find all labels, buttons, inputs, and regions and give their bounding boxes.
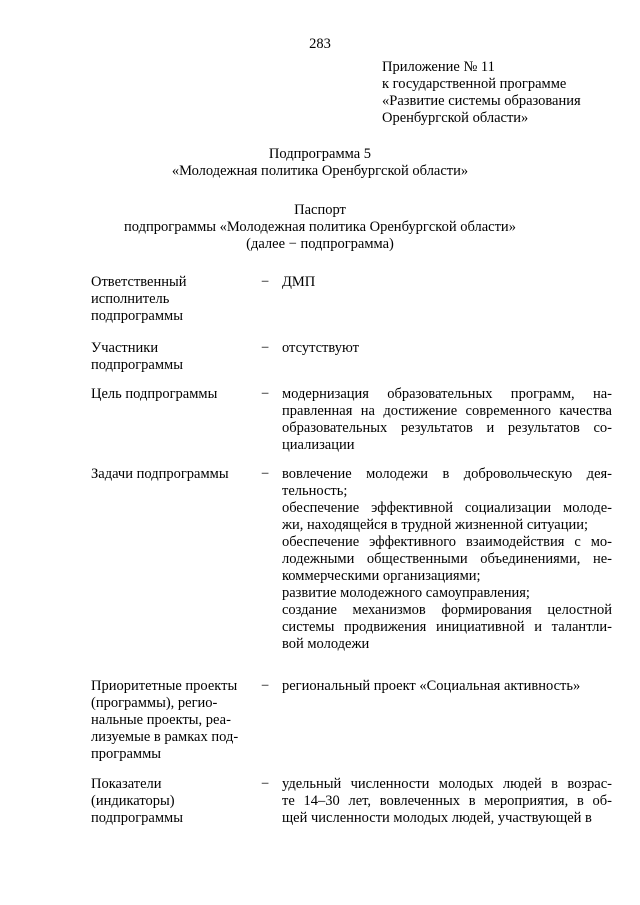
appendix-line: Оренбургской области» bbox=[382, 110, 529, 126]
label-line: подпрограммы bbox=[91, 308, 183, 324]
label-line: исполнитель bbox=[91, 291, 170, 307]
label-line: Участники bbox=[91, 340, 159, 356]
row-label bbox=[91, 466, 256, 483]
label-line: Цель подпрограммы bbox=[91, 386, 218, 402]
row-content bbox=[282, 776, 612, 827]
row-dash: − bbox=[261, 340, 270, 356]
row-dash: − bbox=[261, 776, 270, 792]
label-line: Показатели bbox=[91, 776, 162, 792]
content-line: развитие молодежного самоуправления; bbox=[282, 585, 530, 601]
row-content bbox=[282, 340, 612, 357]
content-line: модернизация образовательных программ, на- bbox=[282, 386, 612, 402]
label-line: (индикаторы) bbox=[91, 793, 175, 809]
content-line: системы продвижения инициативной и талантли- bbox=[282, 619, 612, 635]
content-line: обеспечение эффективного взаимодействия с мо- bbox=[282, 534, 612, 550]
passport-subtitle: подпрограммы «Молодежная политика Оренбургской области» bbox=[124, 219, 516, 235]
row-label bbox=[91, 678, 256, 763]
label-line: подпрограммы bbox=[91, 357, 183, 373]
label-line: подпрограммы bbox=[91, 810, 183, 826]
row-dash: − bbox=[261, 678, 270, 694]
content-line: коммерческими организациями; bbox=[282, 568, 481, 584]
content-line: лодежными общественными объединениями, не- bbox=[282, 551, 612, 567]
content-line: региональный проект «Социальная активность» bbox=[282, 678, 581, 694]
content-line: обеспечение эффективной социализации молоде- bbox=[282, 500, 612, 516]
label-line: (программы), регио- bbox=[91, 695, 218, 711]
passport-heading bbox=[0, 202, 640, 253]
row-content bbox=[282, 466, 612, 653]
page-number: 283 bbox=[309, 36, 331, 52]
row-dash: − bbox=[261, 274, 270, 290]
label-line: Ответственный bbox=[91, 274, 187, 290]
passport-title: Паспорт bbox=[294, 202, 346, 218]
row-label bbox=[91, 274, 256, 325]
subprogram-title: Подпрограмма 5 bbox=[268, 146, 372, 162]
row-label bbox=[91, 340, 256, 374]
label-line: программы bbox=[91, 746, 161, 762]
label-line: Задачи подпрограммы bbox=[91, 466, 229, 482]
row-content bbox=[282, 274, 612, 291]
content-line: тельность; bbox=[282, 483, 348, 499]
appendix-line: «Развитие системы образования bbox=[382, 93, 581, 109]
content-line: ДМП bbox=[282, 274, 316, 290]
appendix-block bbox=[382, 59, 581, 127]
content-line: те 14–30 лет, вовлеченных в мероприятия, в об- bbox=[282, 793, 612, 809]
content-line: циализации bbox=[282, 437, 355, 453]
content-line: вовлечение молодежи в добровольческую дея- bbox=[282, 466, 612, 482]
row-content bbox=[282, 678, 612, 695]
appendix-line: Приложение № 11 bbox=[382, 59, 495, 75]
row-content bbox=[282, 386, 612, 454]
passport-note: (далее − подпрограмма) bbox=[246, 236, 394, 252]
content-line: удельный численности молодых людей в возрас- bbox=[282, 776, 612, 792]
content-line: создание механизмов формирования целостной bbox=[282, 602, 612, 618]
label-line: Приоритетные проекты bbox=[91, 678, 238, 694]
content-line: образовательных результатов и результатов со- bbox=[282, 420, 612, 436]
subprogram-heading bbox=[0, 146, 640, 180]
subprogram-name: «Молодежная политика Оренбургской области» bbox=[171, 163, 469, 179]
row-dash: − bbox=[261, 466, 270, 482]
content-line: правленная на достижение современного качества bbox=[282, 403, 612, 419]
appendix-line: к государственной программе bbox=[382, 76, 567, 92]
label-line: нальные проекты, реа- bbox=[91, 712, 231, 728]
content-line: вой молодежи bbox=[282, 636, 370, 652]
content-line: отсутствуют bbox=[282, 340, 359, 356]
content-line: щей численности молодых людей, участвующей в bbox=[282, 810, 592, 826]
row-dash: − bbox=[261, 386, 270, 402]
row-label bbox=[91, 776, 256, 827]
content-line: жи, находящейся в трудной жизненной ситуации; bbox=[282, 517, 589, 533]
label-line: лизуемые в рамках под- bbox=[91, 729, 239, 745]
row-label bbox=[91, 386, 256, 403]
